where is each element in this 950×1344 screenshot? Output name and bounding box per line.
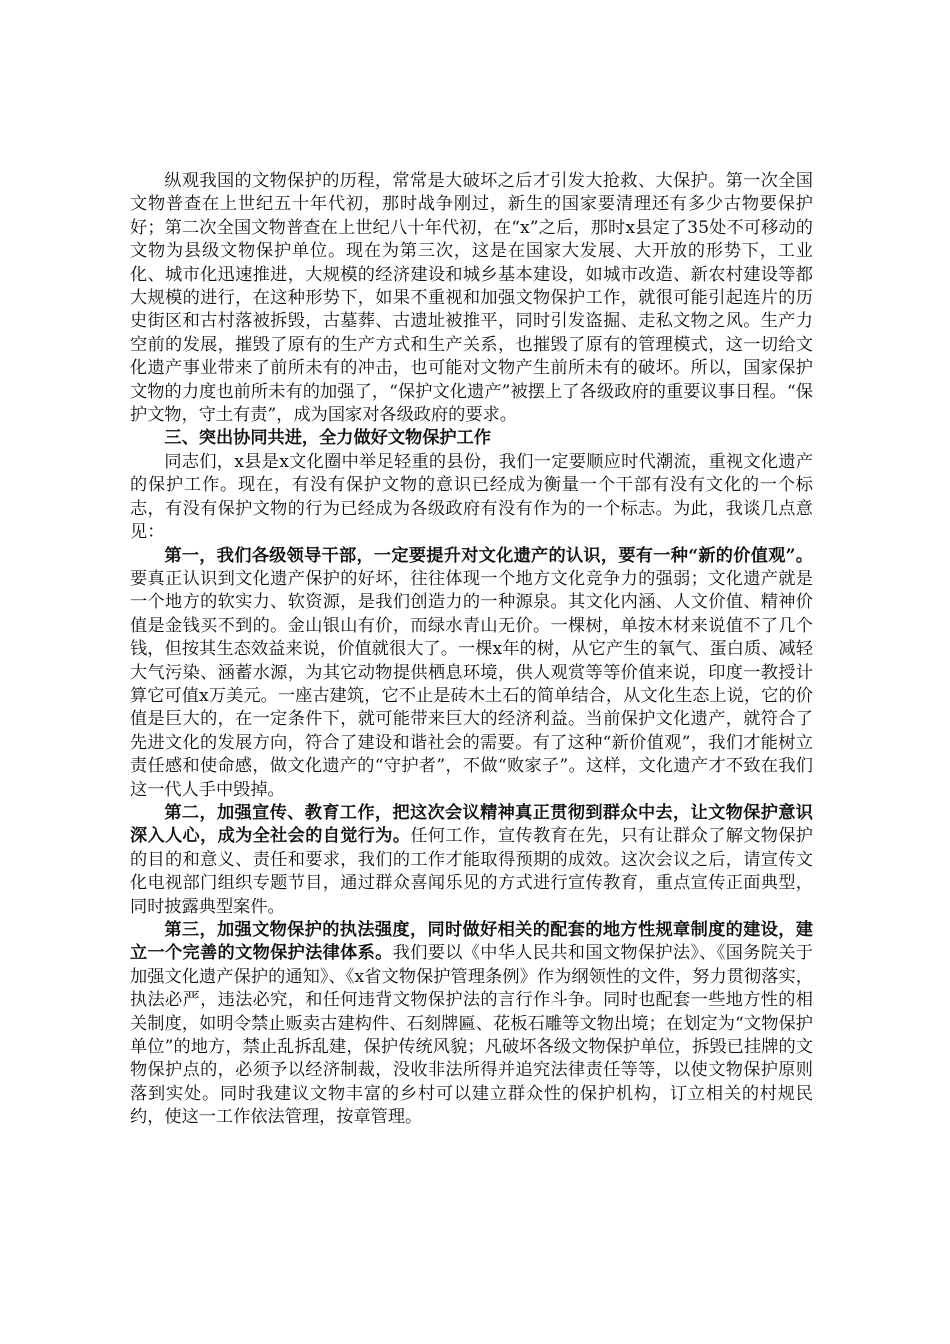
section-heading: 三、突出协同共进，全力做好文物保护工作 <box>164 428 491 449</box>
point-one-paragraph <box>130 545 813 802</box>
point-three-lead: 第三，加强文物保护的执法强度，同时做好相关的配套的地方性规章制度的建设，建立一个完善的文物保护法律体系。 <box>130 920 813 964</box>
point-three-body: 我们要以《中华人民共和国文物保护法》、《国务院关于加强文化遗产保护的通知》、《x省文物保护管理条例》作为纲领性的文件，努力贯彻落实，执法必严，违法必究，和任何违背文物保护法的言行作斗争。同时也配套一些地方性的相关制度，如明令禁止贩卖古建构件、石刻牌匾、花板石雕等文物出境；在划定为“文物保护单位”的地方，禁止乱拆乱建，保护传统风貌；凡破坏各级文物保护单位，拆毁已挂牌的文物保护点的，必须予以经济制裁，没收非法所得并追究法律责任等等，以使文物保护原则落到实处。同时我建议文物丰富的乡村可以建立群众性的保护机构，订立相关的村规民约，使这一工作依法管理，按章管理。 <box>130 943 813 1128</box>
point-two-body: 任何工作，宣传教育在先，只有让群众了解文物保护的目的和意义、责任和要求，我们的工作才能取得预期的成效。这次会议之后，请宣传文化电视部门组织专题节目，通过群众喜闻乐见的方式进行宣传教育，重点宣传正面典型，同时披露典型案件。 <box>130 826 813 917</box>
point-two-lead: 第二，加强宣传、教育工作，把这次会议精神真正贯彻到群众中去，让文物保护意识深入人心，成为全社会的自觉行为。 <box>130 802 813 847</box>
point-one-body: 要真正认识到文化遗产保护的好坏，往往体现一个地方文化竞争力的强弱；文化遗产就是一个地方的软实力、软资源，是我们创造力的一种源泉。其文化内涵、人文价值、精神价值是金钱买不到的。金山银山有价，而绿水青山无价。一棵树，单按木材来说值不了几个钱，但按其生态效益来说，价值就很大了。一棵x年的树，从它产生的氧气、蛋白质、减轻大气污染、涵蓄水源，为其它动物提供栖息环境，供人观赏等等价值来说，印度一教授计算它可值x万美元。一座古建筑，它不止是砖木土石的简单结合，从文化生态上说，它的价值是巨大的，在一定条件下，就可能带来巨大的经济利益。当前保护文化遗产，就符合了先进文化的发展方向，符合了建设和谐社会的需要。有了这种“新价值观”，我们才能树立责任感和使命感，做文化遗产的“守护者”，不做“败家子”。这样，文化遗产才不致在我们这一代人手中毁掉。 <box>130 568 813 800</box>
point-three-paragraph <box>130 919 813 1130</box>
intro-paragraph: 纵观我国的文物保护的历程，常常是大破坏之后才引发大抢救、大保护。第一次全国文物普查在上世纪五十年代初，那时战争刚过，新生的国家要清理还有多少古物要保护好；第二次全国文物普查在上世纪八十年代初，在“x”之后，那时x县定了35处不可移动的文物为县级文物保护单位。现在为第三次，这是在国家大发展、大开放的形势下，工业化、城市化迅速推进，大规模的经济建设和城乡基本建设，如城市改造、新农村建设等都大规模的进行，在这种形势下，如果不重视和加强文物保护工作，就很可能引起连片的历史街区和古村落被拆毁，古墓葬、古遗址被推平，同时引发盗掘、走私文物之风。生产力空前的发展，摧毁了原有的生产方式和生产关系，也摧毁了原有的管理模式，这一切给文化遗产事业带来了前所未有的冲击，也可能对文物产生前所未有的破坏。所以，国家保护文物的力度也前所未有的加强了，“保护文化遗产”被摆上了各级政府的重要议事日程。“保护文物，守土有责”，成为国家对各级政府的要求。 <box>130 171 813 426</box>
document-body <box>130 170 813 1130</box>
section-intro-paragraph: 同志们，x县是x文化圈中举足轻重的县份，我们一定要顺应时代潮流，重视文化遗产的保护工作。现在，有没有保护文物的意识已经成为衡量一个干部有没有文化的一个标志，有没有保护文物的行为已经成为各级政府有没有作为的一个标志。为此，我谈几点意见： <box>130 451 813 543</box>
point-one-lead: 第一，我们各级领导干部，一定要提升对文化遗产的认识，要有一种“新的价值观”。 <box>164 545 813 566</box>
point-two-paragraph <box>130 802 813 919</box>
